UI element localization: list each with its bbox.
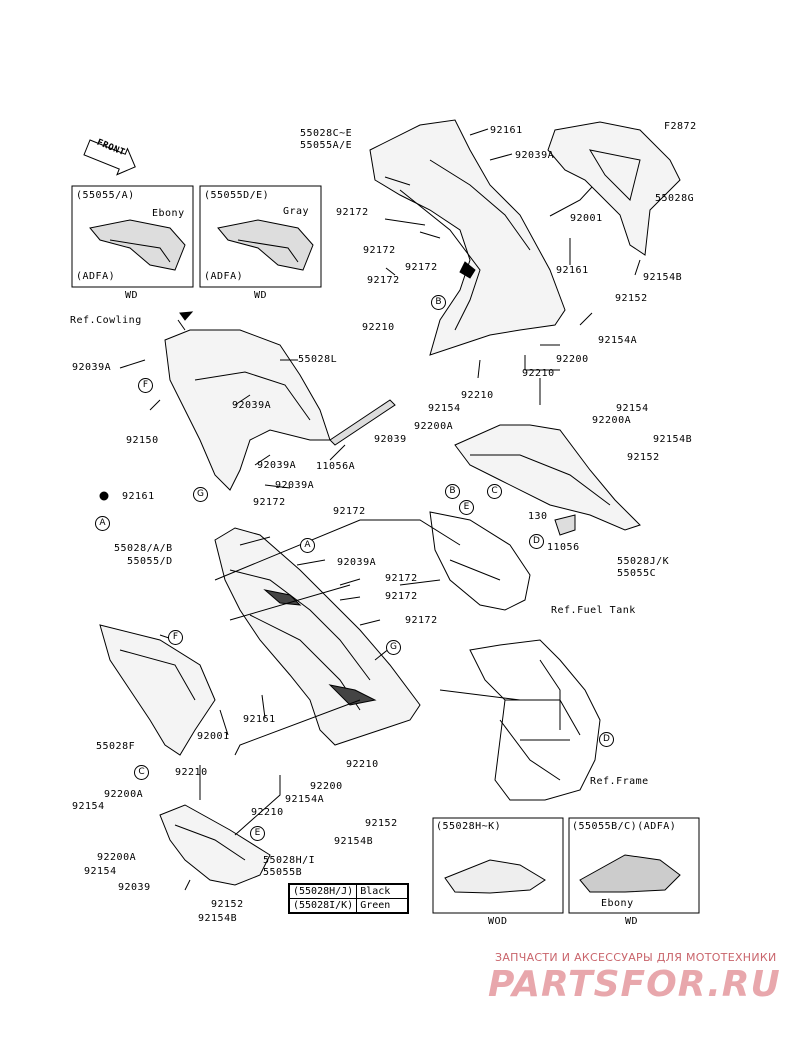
inset-55055d-e-code: (ADFA) [204, 271, 244, 282]
label-92210-m[interactable]: 92210 [175, 767, 208, 778]
label-92154b-r[interactable]: 92154B [653, 434, 693, 445]
inset-55055d-e-variant: WD [254, 290, 268, 301]
label-92039a-l1[interactable]: 92039A [72, 362, 112, 373]
label-92210-a[interactable]: 92210 [362, 322, 395, 333]
ref-circle-b-right[interactable]: B [445, 484, 460, 499]
legend-row [290, 899, 408, 913]
label-92200a-b2[interactable]: 92200A [97, 852, 137, 863]
inset-55055b-c-variant: WD [625, 916, 639, 927]
label-92161-l[interactable]: 92161 [122, 491, 155, 502]
inset-55028h-k-part: (55028H~K) [436, 821, 502, 832]
inset-55055a-color: Ebony [152, 208, 185, 219]
label-55028hi[interactable]: 55028H/I [263, 855, 316, 866]
inset-55055d-e-part: (55055D/E) [204, 190, 270, 201]
label-55028l[interactable]: 55028L [298, 354, 338, 365]
label-92161-top[interactable]: 92161 [490, 125, 523, 136]
inset-55055b-c-color: Ebony [601, 898, 634, 909]
label-92039a-top[interactable]: 92039A [515, 150, 555, 161]
label-92001-m[interactable]: 92001 [197, 731, 230, 742]
label-92172-a[interactable]: 92172 [336, 207, 369, 218]
label-92039-b[interactable]: 92039 [118, 882, 151, 893]
label-92172-b[interactable]: 92172 [363, 245, 396, 256]
label-ref-frame[interactable]: Ref.Frame [590, 776, 649, 787]
ref-circle-e-right[interactable]: E [459, 500, 474, 515]
inset-box-55055a [72, 186, 193, 287]
inset-box-55055d-e [200, 186, 321, 287]
inset-55055b-c-part: (55055B/C)(ADFA) [572, 821, 677, 832]
label-92154a-top[interactable]: 92154A [598, 335, 638, 346]
inset-55055d-e-color: Gray [283, 206, 310, 217]
label-92154-b2[interactable]: 92154 [84, 866, 117, 877]
ref-circle-d-right[interactable]: D [529, 534, 544, 549]
label-55028g[interactable]: 55028G [655, 193, 695, 204]
ref-circle-f-mid[interactable]: F [168, 630, 183, 645]
label-92039a-l3[interactable]: 92039A [257, 460, 297, 471]
label-92154-r2[interactable]: 92154 [616, 403, 649, 414]
label-92210-b[interactable]: 92210 [522, 368, 555, 379]
inset-55055a-code: (ADFA) [76, 271, 116, 282]
ref-circle-e-bottom[interactable]: E [250, 826, 265, 841]
label-92172-l[interactable]: 92172 [253, 497, 286, 508]
label-92172-m3[interactable]: 92172 [385, 591, 418, 602]
label-92154b-m[interactable]: 92154B [334, 836, 374, 847]
label-92200-m[interactable]: 92200 [310, 781, 343, 792]
label-11056a[interactable]: 11056A [316, 461, 356, 472]
label-92210-m3[interactable]: 92210 [251, 807, 284, 818]
label-92154a-m[interactable]: 92154A [285, 794, 325, 805]
label-55028jk[interactable]: 55028J/K [617, 556, 670, 567]
label-55028ab[interactable]: 55028/A/B [114, 543, 173, 554]
label-92200a-r2[interactable]: 92200A [592, 415, 632, 426]
figure-code: F2872 [664, 121, 697, 132]
ref-circle-g-mid[interactable]: G [386, 640, 401, 655]
legend-color: Green [357, 899, 408, 913]
label-55055b[interactable]: 55055B [263, 867, 303, 878]
ref-circle-c-right[interactable]: C [487, 484, 502, 499]
label-92154-r[interactable]: 92154 [428, 403, 461, 414]
label-92154b-top[interactable]: 92154B [643, 272, 683, 283]
label-92154-b[interactable]: 92154 [72, 801, 105, 812]
label-55028f[interactable]: 55028F [96, 741, 136, 752]
middle-cowl-shape [215, 528, 420, 745]
label-92200-top[interactable]: 92200 [556, 354, 589, 365]
watermark-logo: PARTSFOR.RU [488, 964, 781, 1005]
label-11056[interactable]: 11056 [547, 542, 580, 553]
color-legend [288, 883, 409, 914]
label-92172-m1[interactable]: 92172 [333, 506, 366, 517]
label-92210-c[interactable]: 92210 [461, 390, 494, 401]
frame-ref-shape [470, 640, 600, 800]
label-92210-m2[interactable]: 92210 [346, 759, 379, 770]
label-92150[interactable]: 92150 [126, 435, 159, 446]
legend-part: (55028H/J) [290, 885, 357, 899]
label-92200a-r[interactable]: 92200A [414, 421, 454, 432]
ref-circle-a-left[interactable]: A [95, 516, 110, 531]
label-92039a-l4[interactable]: 92039A [275, 480, 315, 491]
label-92001-top[interactable]: 92001 [570, 213, 603, 224]
inset-55028h-k-variant: WOD [488, 916, 508, 927]
label-55028c-e[interactable]: 55028C~E [300, 128, 353, 139]
label-92200a-b[interactable]: 92200A [104, 789, 144, 800]
ref-circle-d-frame[interactable]: D [599, 732, 614, 747]
label-55055c[interactable]: 55055C [617, 568, 657, 579]
front-label: FRONT [95, 137, 127, 159]
label-92161-m[interactable]: 92161 [243, 714, 276, 725]
label-92039a-l2[interactable]: 92039A [232, 400, 272, 411]
ref-circle-f-left[interactable]: F [138, 378, 153, 393]
label-92161-mid[interactable]: 92161 [556, 265, 589, 276]
inner-panel-shape [548, 122, 680, 255]
legend-row [290, 885, 408, 899]
label-55055a-e[interactable]: 55055A/E [300, 140, 353, 151]
label-92172-c[interactable]: 92172 [405, 262, 438, 273]
label-ref-cowling[interactable]: Ref.Cowling [70, 315, 142, 326]
label-92152-r[interactable]: 92152 [627, 452, 660, 463]
label-92152-m[interactable]: 92152 [365, 818, 398, 829]
label-92172-m4[interactable]: 92172 [405, 615, 438, 626]
label-92152-top[interactable]: 92152 [615, 293, 648, 304]
watermark-tagline: ЗАПЧАСТИ И АКСЕССУАРЫ ДЛЯ МОТОТЕХНИКИ [495, 951, 777, 964]
label-55055d[interactable]: 55055/D [127, 556, 173, 567]
ref-circle-b-top[interactable]: B [431, 295, 446, 310]
ref-circle-g-left[interactable]: G [193, 487, 208, 502]
inset-55055a-part: (55055/A) [76, 190, 135, 201]
inset-55055a-variant: WD [125, 290, 139, 301]
ref-circle-a-mid[interactable]: A [300, 538, 315, 553]
label-92039a-m[interactable]: 92039A [337, 557, 377, 568]
label-92154b-b[interactable]: 92154B [198, 913, 238, 924]
label-ref-fuel-tank[interactable]: Ref.Fuel Tank [551, 605, 636, 616]
legend-color: Black [357, 885, 408, 899]
fuel-tank-ref-shape [430, 512, 530, 610]
legend-part: (55028I/K) [290, 899, 357, 913]
label-92172-m2[interactable]: 92172 [385, 573, 418, 584]
label-92152-b[interactable]: 92152 [211, 899, 244, 910]
ref-circle-c-bottom[interactable]: C [134, 765, 149, 780]
label-92172-d[interactable]: 92172 [367, 275, 400, 286]
label-92039-r[interactable]: 92039 [374, 434, 407, 445]
label-130[interactable]: 130 [528, 511, 548, 522]
